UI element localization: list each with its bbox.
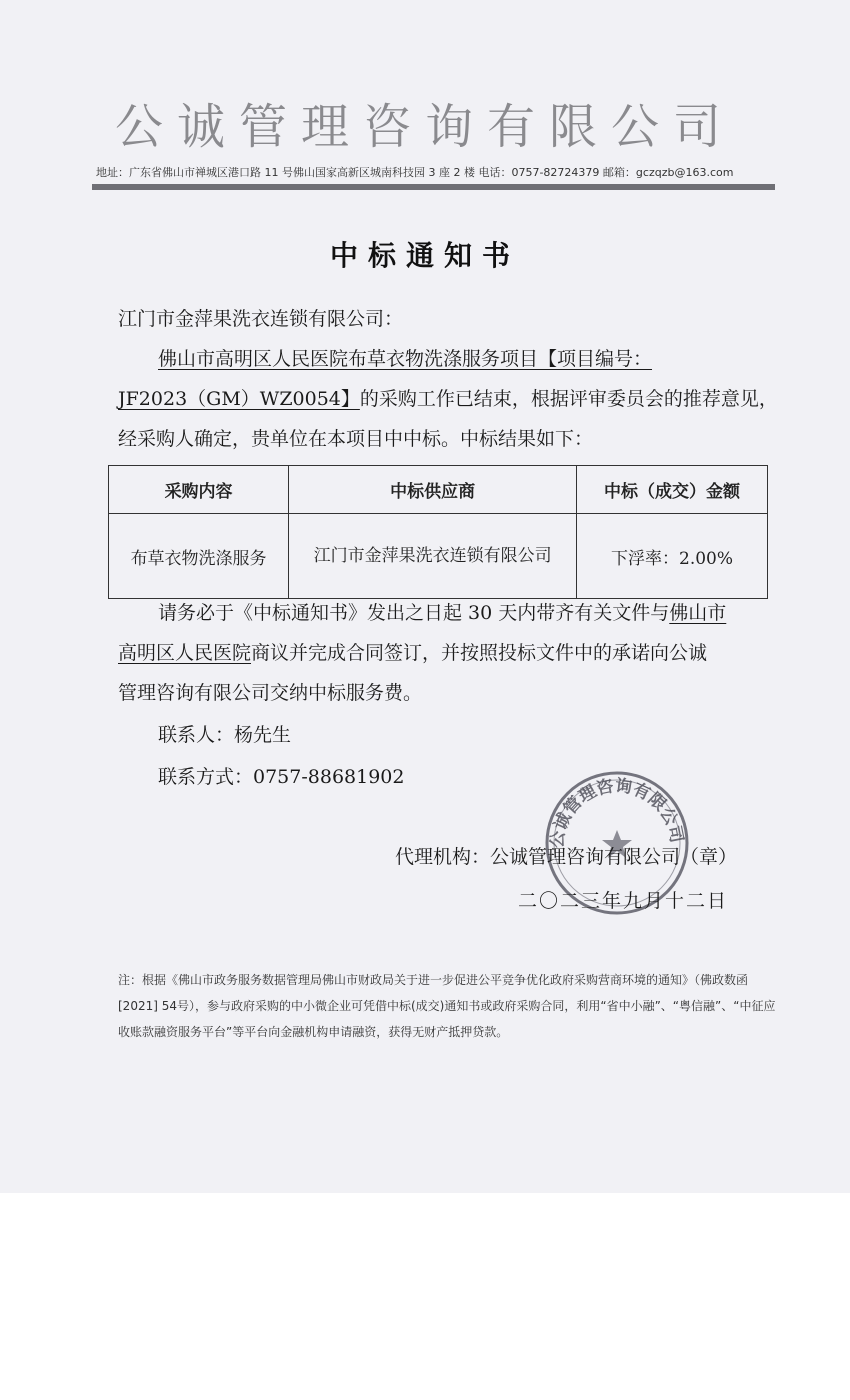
hospital-name: 佛山市 — [669, 602, 727, 624]
contact-person: 联系人：杨先生 — [158, 724, 292, 746]
paragraph-1-text: 的采购工作已结束，根据评审委员会的推荐意见， — [359, 388, 778, 410]
project-name: 佛山市高明区人民医院布草衣物洗涤服务项目【项目编号： — [158, 348, 653, 370]
paragraph-2-line-1: 请务必于《中标通知书》发出之日起 30 天内带齐有关文件与佛山市 — [158, 602, 727, 624]
hospital-name-cont: 高明区人民医院 — [118, 642, 252, 664]
paragraph-1-line-1 — [158, 344, 652, 371]
project-code: JF2023（GM）WZ0054】 — [118, 388, 360, 410]
signature-date: 二〇二三年九月十二日 — [518, 890, 729, 912]
table-header: 中标供应商 — [289, 466, 577, 514]
recipient: 江门市金萍果洗衣连锁有限公司： — [118, 308, 404, 330]
table-cell-amount: 下浮率：2.00% — [577, 514, 768, 599]
table-header: 采购内容 — [109, 466, 289, 514]
agency-signature: 代理机构：公诚管理咨询有限公司（章） — [395, 846, 738, 868]
letterhead-divider — [92, 184, 775, 190]
table-cell-supplier: 江门市金萍果洗衣连锁有限公司 — [289, 514, 577, 599]
paragraph-2-line-2: 高明区人民医院商议并完成合同签订，并按照投标文件中的承诺向公诚 — [118, 642, 708, 664]
paragraph-1-line-2 — [118, 384, 778, 411]
seal-text: 公诚管理咨询有限公司 — [547, 776, 687, 850]
table-row — [109, 514, 768, 599]
table-header: 中标（成交）金额 — [577, 466, 768, 514]
company-letterhead: 公诚管理咨询有限公司 — [114, 99, 735, 155]
table-header-row — [109, 466, 768, 514]
paragraph-2-line-3: 管理咨询有限公司交纳中标服务费。 — [118, 682, 423, 704]
document-title: 中标通知书 — [329, 239, 520, 272]
footnote: 注：根据《佛山市政务服务数据管理局佛山市财政局关于进一步促进公平竞争优化政府采购营商环境的通知》（佛政数函[2021] 54号），参与政府采购的中小微企业可凭借中标(成交)通知书或政府采购合同，利用“省中小融”、“粤信融”、“中征应收账款融资服务平台”等平台向金融机构申请融资，获得无财产抵押贷款。 — [118, 973, 776, 1039]
company-address: 地址：广东省佛山市禅城区港口路 11 号佛山国家高新区城南科技园 3 座 2 楼 电话：0757-82724379 邮箱：gczqzb@163.com — [96, 166, 734, 179]
contact-phone: 联系方式：0757-88681902 — [158, 766, 405, 788]
award-result-table — [108, 465, 768, 599]
paragraph-1-line-3: 经采购人确定，贵单位在本项目中中标。中标结果如下： — [118, 428, 594, 450]
table-cell-content: 布草衣物洗涤服务 — [109, 514, 289, 599]
